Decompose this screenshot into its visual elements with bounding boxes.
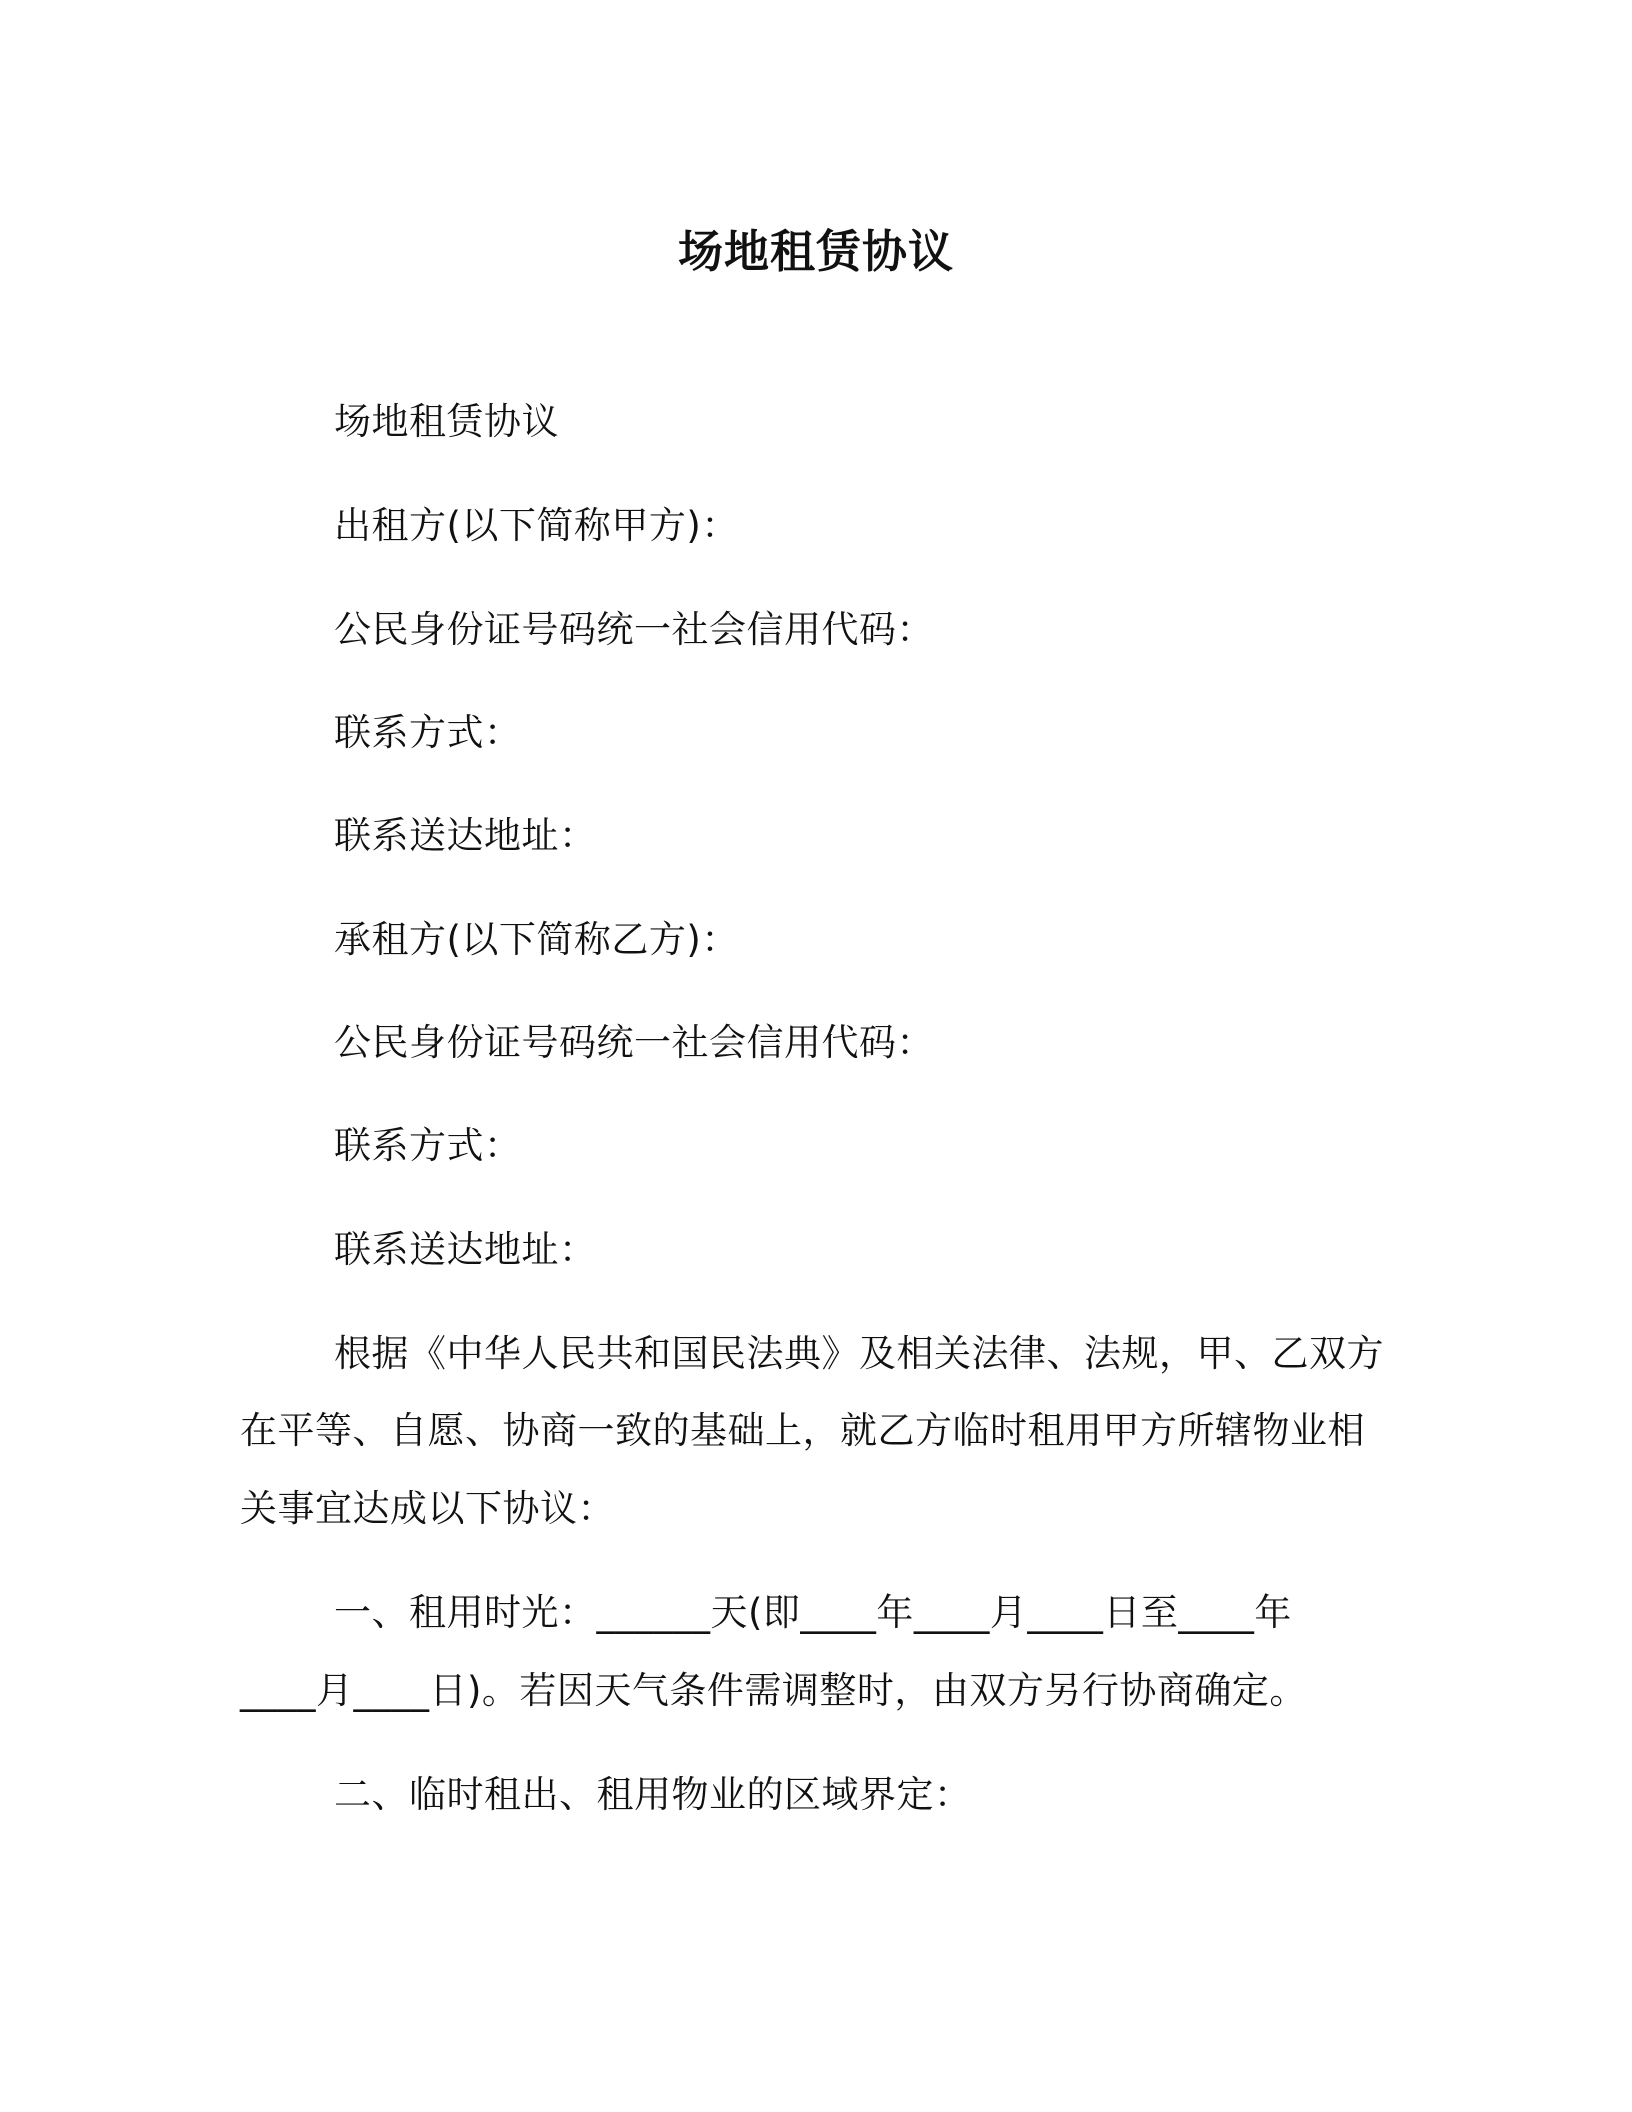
subtitle-line: 场地租赁协议: [334, 400, 559, 443]
preamble-line-2: 在平等、自愿、协商一致的基础上，就乙方临时租用甲方所辖物业相: [240, 1409, 1365, 1452]
lessor-address-line: 联系送达地址：: [334, 814, 597, 857]
clause-2-heading: 二、临时租出、租用物业的区域界定：: [334, 1773, 972, 1816]
preamble-line-3: 关事宜达成以下协议：: [240, 1487, 615, 1530]
document-title: 场地租赁协议: [677, 225, 954, 278]
lessor-line: 出租方(以下简称甲方)：: [334, 504, 739, 547]
lessee-id-line: 公民身份证号码统一社会信用代码：: [334, 1021, 934, 1064]
clause-1-line-1: 一、租用时光：______天(即____年____月____日至____年: [334, 1591, 1292, 1634]
lessee-contact-line: 联系方式：: [334, 1124, 522, 1167]
lessee-line: 承租方(以下简称乙方)：: [334, 918, 739, 961]
preamble-line-1: 根据《中华人民共和国民法典》及相关法律、法规，甲、乙双方: [334, 1332, 1384, 1375]
lessor-contact-line: 联系方式：: [334, 711, 522, 754]
lessor-id-line: 公民身份证号码统一社会信用代码：: [334, 608, 934, 651]
clause-1-line-2: ____月____日)。若因天气条件需调整时，由双方另行协商确定。: [240, 1669, 1307, 1712]
lessee-address-line: 联系送达地址：: [334, 1228, 597, 1271]
